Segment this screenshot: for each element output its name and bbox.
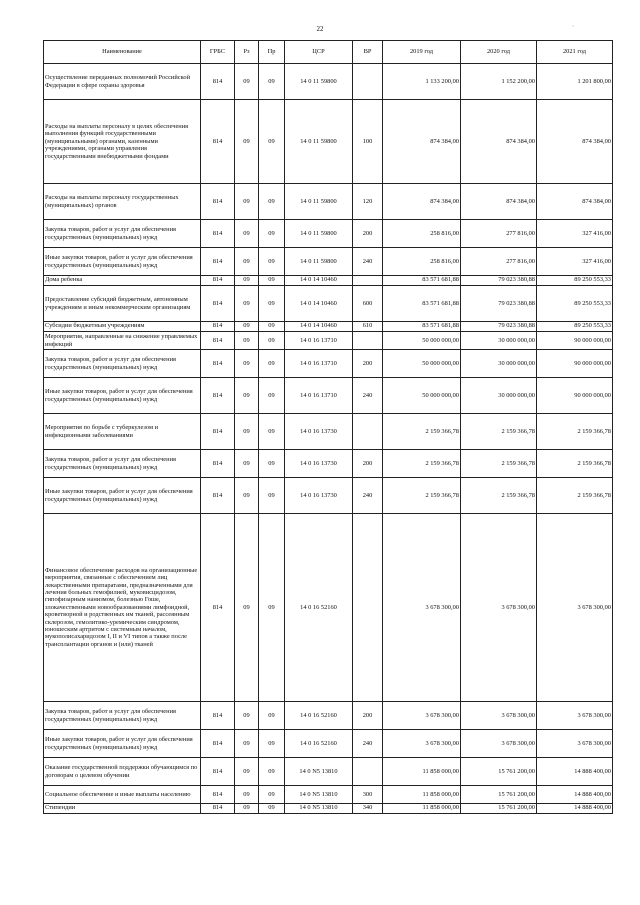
row-2021: 327 416,00 — [537, 248, 613, 276]
row-2019: 874 384,00 — [383, 184, 461, 220]
table-row — [44, 350, 613, 378]
row-grbs: 814 — [201, 786, 235, 804]
table-row — [44, 786, 613, 804]
row-rz: 09 — [235, 220, 259, 248]
row-rz: 09 — [235, 450, 259, 478]
row-2019: 2 159 366,78 — [383, 414, 461, 450]
row-vr — [353, 414, 383, 450]
row-pr: 09 — [259, 450, 285, 478]
table-row — [44, 702, 613, 730]
row-2021: 90 000 000,00 — [537, 332, 613, 350]
row-name: Закупка товаров, работ и услуг для обеспечения государственных (муниципальных) нужд — [44, 450, 201, 478]
row-name: Иные закупки товаров, работ и услуг для обеспечения государственных (муниципальных) нужд — [44, 730, 201, 758]
row-grbs: 814 — [201, 322, 235, 332]
row-vr: 340 — [353, 804, 383, 814]
row-name: Закупка товаров, работ и услуг для обеспечения государственных (муниципальных) нужд — [44, 350, 201, 378]
header-2020: 2020 год — [461, 41, 537, 64]
row-vr: 100 — [353, 100, 383, 184]
row-grbs: 814 — [201, 100, 235, 184]
row-rz: 09 — [235, 730, 259, 758]
row-2020: 2 159 366,78 — [461, 414, 537, 450]
row-csr: 14 0 N5 13810 — [285, 758, 353, 786]
row-pr: 09 — [259, 786, 285, 804]
table-row — [44, 332, 613, 350]
row-2020: 277 816,00 — [461, 220, 537, 248]
row-2020: 30 000 000,00 — [461, 332, 537, 350]
row-csr: 14 0 11 59800 — [285, 64, 353, 100]
row-pr: 09 — [259, 702, 285, 730]
row-name: Мероприятия по борьбе с туберкулезом и инфекционными заболеваниями — [44, 414, 201, 450]
row-rz: 09 — [235, 322, 259, 332]
row-2019: 258 816,00 — [383, 220, 461, 248]
row-2020: 79 023 380,88 — [461, 322, 537, 332]
header-grbs: ГРБС — [201, 41, 235, 64]
row-rz: 09 — [235, 478, 259, 514]
row-grbs: 814 — [201, 514, 235, 702]
row-csr: 14 0 16 13730 — [285, 450, 353, 478]
table-row — [44, 450, 613, 478]
row-vr: 120 — [353, 184, 383, 220]
row-2020: 1 152 200,00 — [461, 64, 537, 100]
row-grbs: 814 — [201, 286, 235, 322]
row-2021: 14 888 400,00 — [537, 758, 613, 786]
row-csr: 14 0 11 59800 — [285, 220, 353, 248]
row-vr — [353, 64, 383, 100]
row-2019: 50 000 000,00 — [383, 332, 461, 350]
row-2019: 258 816,00 — [383, 248, 461, 276]
row-2021: 2 159 366,78 — [537, 478, 613, 514]
row-2019: 1 133 200,00 — [383, 64, 461, 100]
scan-mark: ` — [572, 26, 574, 32]
row-grbs: 814 — [201, 702, 235, 730]
row-pr: 09 — [259, 478, 285, 514]
table-row — [44, 100, 613, 184]
row-rz: 09 — [235, 286, 259, 322]
row-2019: 11 858 000,00 — [383, 804, 461, 814]
row-csr: 14 0 16 13710 — [285, 332, 353, 350]
row-2019: 83 571 681,88 — [383, 286, 461, 322]
row-csr: 14 0 11 59800 — [285, 184, 353, 220]
row-csr: 14 0 11 59800 — [285, 248, 353, 276]
row-name: Расходы на выплаты персоналу государственных (муниципальных) органов — [44, 184, 201, 220]
row-pr: 09 — [259, 804, 285, 814]
header-name: Наименование — [44, 41, 201, 64]
row-2021: 90 000 000,00 — [537, 378, 613, 414]
row-vr: 240 — [353, 478, 383, 514]
row-name: Иные закупки товаров, работ и услуг для обеспечения государственных (муниципальных) нужд — [44, 378, 201, 414]
row-name: Закупка товаров, работ и услуг для обеспечения государственных (муниципальных) нужд — [44, 702, 201, 730]
row-csr: 14 0 16 52160 — [285, 514, 353, 702]
row-name: Расходы на выплаты персоналу в целях обеспечения выполнения функций государственными (муниципальными) органами, казенными учреждениями, органами управления государственными внебюджетными фондами — [44, 100, 201, 184]
row-pr: 09 — [259, 184, 285, 220]
row-2021: 89 250 553,33 — [537, 276, 613, 286]
header-csr: ЦСР — [285, 41, 353, 64]
row-pr: 09 — [259, 276, 285, 286]
row-2021: 1 201 800,00 — [537, 64, 613, 100]
row-vr — [353, 332, 383, 350]
row-2019: 2 159 366,78 — [383, 478, 461, 514]
table-row — [44, 730, 613, 758]
header-rz: Рз — [235, 41, 259, 64]
row-vr: 240 — [353, 378, 383, 414]
row-2020: 15 761 200,00 — [461, 758, 537, 786]
row-grbs: 814 — [201, 730, 235, 758]
row-2021: 327 416,00 — [537, 220, 613, 248]
row-2020: 874 384,00 — [461, 184, 537, 220]
row-2020: 30 000 000,00 — [461, 378, 537, 414]
header-vr: ВР — [353, 41, 383, 64]
row-grbs: 814 — [201, 64, 235, 100]
row-vr: 240 — [353, 730, 383, 758]
row-pr: 09 — [259, 322, 285, 332]
row-rz: 09 — [235, 804, 259, 814]
row-grbs: 814 — [201, 804, 235, 814]
row-csr: 14 0 16 13730 — [285, 478, 353, 514]
table-header-row — [44, 41, 613, 64]
row-2019: 50 000 000,00 — [383, 350, 461, 378]
row-csr: 14 0 N5 13810 — [285, 786, 353, 804]
row-rz: 09 — [235, 702, 259, 730]
row-csr: 14 0 16 13730 — [285, 414, 353, 450]
row-pr: 09 — [259, 64, 285, 100]
table-row — [44, 514, 613, 702]
page-number: 22 — [316, 25, 324, 33]
row-2020: 79 023 380,88 — [461, 276, 537, 286]
row-csr: 14 0 14 10460 — [285, 286, 353, 322]
row-rz: 09 — [235, 414, 259, 450]
table-row — [44, 184, 613, 220]
row-grbs: 814 — [201, 478, 235, 514]
row-2019: 874 384,00 — [383, 100, 461, 184]
row-csr: 14 0 16 52160 — [285, 730, 353, 758]
row-pr: 09 — [259, 350, 285, 378]
row-pr: 09 — [259, 332, 285, 350]
row-rz: 09 — [235, 248, 259, 276]
row-2021: 14 888 400,00 — [537, 804, 613, 814]
row-2019: 3 678 300,00 — [383, 702, 461, 730]
table-row — [44, 478, 613, 514]
row-2019: 3 678 300,00 — [383, 730, 461, 758]
row-vr — [353, 758, 383, 786]
row-pr: 09 — [259, 248, 285, 276]
row-grbs: 814 — [201, 378, 235, 414]
row-2021: 874 384,00 — [537, 100, 613, 184]
row-csr: 14 0 14 10460 — [285, 322, 353, 332]
row-name: Субсидии бюджетным учреждениям — [44, 322, 201, 332]
row-2019: 50 000 000,00 — [383, 378, 461, 414]
row-name: Иные закупки товаров, работ и услуг для обеспечения государственных (муниципальных) нужд — [44, 248, 201, 276]
row-2021: 2 159 366,78 — [537, 450, 613, 478]
row-name: Закупка товаров, работ и услуг для обеспечения государственных (муниципальных) нужд — [44, 220, 201, 248]
header-2021: 2021 год — [537, 41, 613, 64]
row-grbs: 814 — [201, 248, 235, 276]
table-row — [44, 378, 613, 414]
row-2021: 874 384,00 — [537, 184, 613, 220]
row-name: Дома ребенка — [44, 276, 201, 286]
row-rz: 09 — [235, 758, 259, 786]
row-pr: 09 — [259, 414, 285, 450]
row-2021: 3 678 300,00 — [537, 514, 613, 702]
row-pr: 09 — [259, 378, 285, 414]
row-csr: 14 0 16 52160 — [285, 702, 353, 730]
row-vr: 200 — [353, 450, 383, 478]
row-rz: 09 — [235, 514, 259, 702]
row-2020: 3 678 300,00 — [461, 514, 537, 702]
row-2019: 11 858 000,00 — [383, 758, 461, 786]
row-name: Иные закупки товаров, работ и услуг для обеспечения государственных (муниципальных) нужд — [44, 478, 201, 514]
row-csr: 14 0 16 13710 — [285, 378, 353, 414]
header-pr: Пр — [259, 41, 285, 64]
table-row — [44, 220, 613, 248]
row-2019: 11 858 000,00 — [383, 786, 461, 804]
row-csr: 14 0 N5 13810 — [285, 804, 353, 814]
row-pr: 09 — [259, 286, 285, 322]
row-name: Мероприятия, направленные на снижение управляемых инфекций — [44, 332, 201, 350]
table-row — [44, 64, 613, 100]
row-2021: 3 678 300,00 — [537, 730, 613, 758]
row-name: Предоставление субсидий бюджетным, автономным учреждениям и иным некоммерческим организациям — [44, 286, 201, 322]
row-rz: 09 — [235, 184, 259, 220]
row-rz: 09 — [235, 276, 259, 286]
row-vr: 600 — [353, 286, 383, 322]
row-pr: 09 — [259, 100, 285, 184]
table-row — [44, 758, 613, 786]
row-2021: 89 250 553,33 — [537, 286, 613, 322]
row-rz: 09 — [235, 64, 259, 100]
row-vr — [353, 514, 383, 702]
row-vr: 240 — [353, 248, 383, 276]
table-row — [44, 286, 613, 322]
row-csr: 14 0 11 59800 — [285, 100, 353, 184]
row-csr: 14 0 16 13710 — [285, 350, 353, 378]
table-row — [44, 248, 613, 276]
row-2020: 3 678 300,00 — [461, 702, 537, 730]
row-2021: 89 250 553,33 — [537, 322, 613, 332]
row-2020: 79 023 380,88 — [461, 286, 537, 322]
row-pr: 09 — [259, 220, 285, 248]
row-vr: 610 — [353, 322, 383, 332]
row-name: Социальное обеспечение и иные выплаты населению — [44, 786, 201, 804]
row-grbs: 814 — [201, 758, 235, 786]
row-grbs: 814 — [201, 220, 235, 248]
row-vr: 200 — [353, 702, 383, 730]
row-2019: 83 571 681,88 — [383, 276, 461, 286]
row-2019: 83 571 681,88 — [383, 322, 461, 332]
row-rz: 09 — [235, 350, 259, 378]
row-2021: 2 159 366,78 — [537, 414, 613, 450]
row-2020: 2 159 366,78 — [461, 478, 537, 514]
row-grbs: 814 — [201, 332, 235, 350]
table-row — [44, 322, 613, 332]
row-2019: 3 678 300,00 — [383, 514, 461, 702]
row-vr: 300 — [353, 786, 383, 804]
row-rz: 09 — [235, 100, 259, 184]
row-2020: 15 761 200,00 — [461, 804, 537, 814]
row-grbs: 814 — [201, 350, 235, 378]
row-csr: 14 0 14 10460 — [285, 276, 353, 286]
row-name: Стипендии — [44, 804, 201, 814]
row-name: Финансовое обеспечение расходов на организационные мероприятия, связанные с обеспечением лиц лекарственными препаратами, предназначенными для лечения больных гемофилией, муковисцидозом, гипофизарным нанизмом, болезнью Гоше, злокачественными новообразованиями лимфоидной, кроветворной и родственных им тканей, рассеянным склерозом, гемолитико-уремическим синдромом, юношеским артритом с системным началом, мукополисахаридозом I, II и VI типов а также после трансплантации органов и (или) тканей — [44, 514, 201, 702]
row-grbs: 814 — [201, 184, 235, 220]
row-rz: 09 — [235, 332, 259, 350]
table-row — [44, 804, 613, 814]
row-2020: 2 159 366,78 — [461, 450, 537, 478]
row-2020: 277 816,00 — [461, 248, 537, 276]
row-2020: 15 761 200,00 — [461, 786, 537, 804]
row-rz: 09 — [235, 786, 259, 804]
row-pr: 09 — [259, 730, 285, 758]
row-vr — [353, 276, 383, 286]
row-grbs: 814 — [201, 414, 235, 450]
row-2021: 3 678 300,00 — [537, 702, 613, 730]
row-2020: 3 678 300,00 — [461, 730, 537, 758]
row-rz: 09 — [235, 378, 259, 414]
row-2021: 14 888 400,00 — [537, 786, 613, 804]
table-row — [44, 276, 613, 286]
row-pr: 09 — [259, 514, 285, 702]
row-2020: 874 384,00 — [461, 100, 537, 184]
row-vr: 200 — [353, 350, 383, 378]
row-grbs: 814 — [201, 450, 235, 478]
row-name: Осуществление переданных полномочий Российской Федерации в сфере охраны здоровья — [44, 64, 201, 100]
row-2019: 2 159 366,78 — [383, 450, 461, 478]
row-grbs: 814 — [201, 276, 235, 286]
row-pr: 09 — [259, 758, 285, 786]
budget-table — [43, 40, 613, 814]
row-name: Оказание государственной поддержки обучающимся по договорам о целевом обучении — [44, 758, 201, 786]
header-2019: 2019 год — [383, 41, 461, 64]
table-row — [44, 414, 613, 450]
row-2020: 30 000 000,00 — [461, 350, 537, 378]
row-2021: 90 000 000,00 — [537, 350, 613, 378]
row-vr: 200 — [353, 220, 383, 248]
